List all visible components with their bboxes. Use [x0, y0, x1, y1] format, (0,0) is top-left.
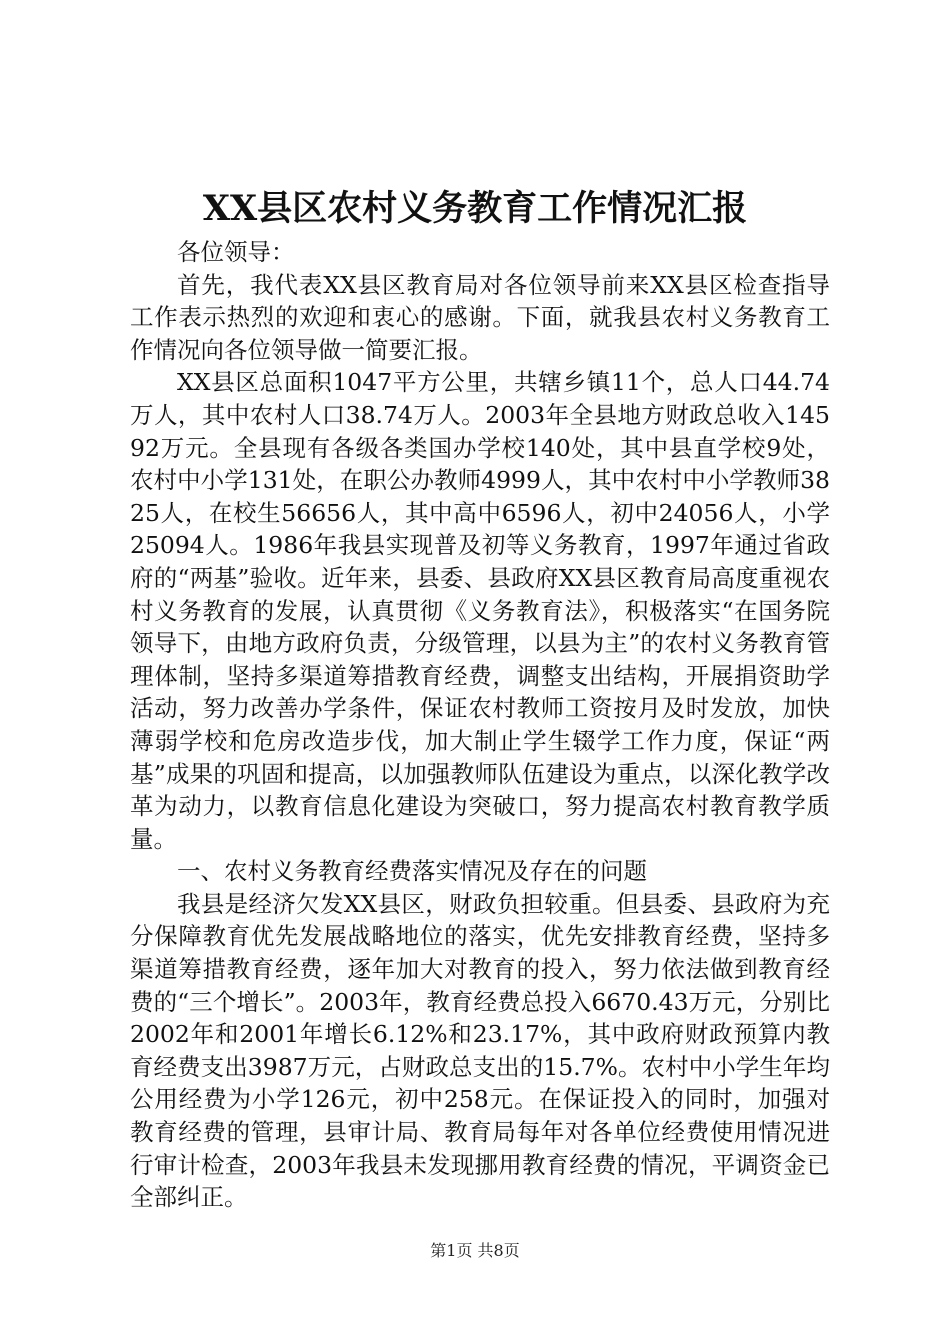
greeting: 各位领导： — [177, 238, 295, 266]
paragraph-funding: 我县是经济欠发XX县区，财政负担较重。但县委、县政府为充分保障教育优先发展战略地位的落实，优先安排教育经费，坚持多渠道筹措教育经费，逐年加大对教育的投入，努力依法做到教育经费的“三个增长”。2003年，教育经费总投入6670.43万元，分别比2002年和2001年增长6.12%和23.17%，其中政府财政预算内教育经费支出3987万元，占财政总支出的15.7%。农村中小学生年均公用经费为小学126元，初中258元。在保证投入的同时，加强对教育经费的管理，县审计局、教育局每年对各单位经费使用情况进行审计检查，2003年我县未发现挪用教育经费的情况，平调资金已全部纠正。 — [130, 889, 830, 1212]
section-heading: 一、农村义务教育经费落实情况及存在的问题 — [177, 857, 647, 886]
document-title: XX县区农村义务教育工作情况汇报 — [202, 188, 748, 229]
paragraph-overview: XX县区总面积1047平方公里，共辖乡镇11个，总人口44.74万人，其中农村人口38.74万人。2003年全县地方财政总收入14592万元。全县现有各级各类国办学校140处，其中县直学校9处，农村中小学131处，在职公办教师4999人，其中农村中小学教师3825人，在校生56656人，其中高中6596人，初中24056人，小学25094人。1986年我县实现普及初等义务教育，1997年通过省政府的“两基”验收。近年来，县委、县政府XX县区教育局高度重视农村义务教育的发展，认真贯彻《义务教育法》，积极落实“在国务院领导下，由地方政府负责，分级管理，以县为主”的农村义务教育管理体制，坚持多渠道筹措教育经费，调整支出结构，开展捐资助学活动，努力改善办学条件，保证农村教师工资按月及时发放，加快薄弱学校和危房改造步伐，加大制止学生辍学工作力度，保证“两基”成果的巩固和提高，以加强教师队伍建设为重点，以深化教学改革为动力，以教育信息化建设为突破口，努力提高农村教育教学质量。 — [130, 368, 830, 853]
page-number-footer: 第1页 共8页 — [430, 1241, 520, 1260]
document-body — [130, 236, 830, 1214]
paragraph-intro: 首先，我代表XX县区教育局对各位领导前来XX县区检查指导工作表示热烈的欢迎和衷心的感谢。下面，就我县农村义务教育工作情况向各位领导做一简要汇报。 — [130, 270, 830, 364]
